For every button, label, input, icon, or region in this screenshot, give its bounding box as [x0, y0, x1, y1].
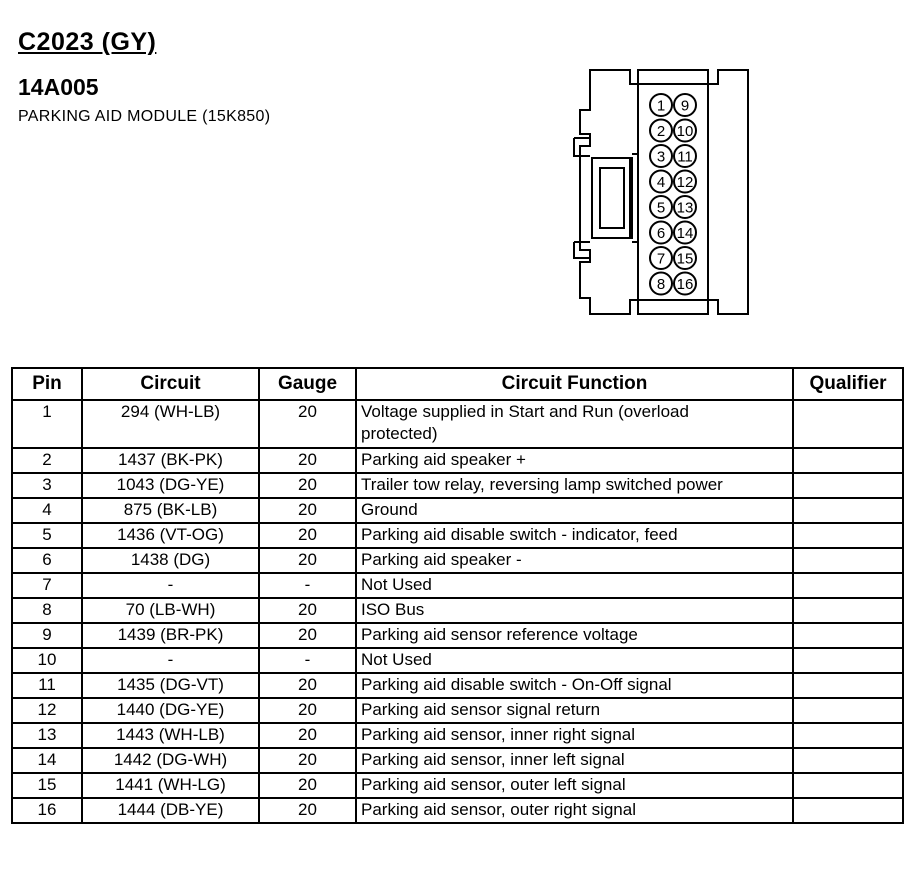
- circuit-cell: 1439 (BR-PK): [82, 623, 259, 648]
- connector-pin-15: [674, 247, 696, 269]
- gauge-cell: 20: [259, 623, 356, 648]
- circuit-cell: 1441 (WH-LG): [82, 773, 259, 798]
- col-header-qualifier: Qualifier: [793, 368, 903, 400]
- connector-pin-13: [674, 196, 696, 218]
- table-row: [12, 448, 903, 473]
- connector-pin-2: [650, 120, 672, 142]
- pin-cell: 11: [12, 673, 82, 698]
- connector-pin-label: 15: [676, 250, 694, 268]
- col-header-pin: Pin: [12, 368, 82, 400]
- gauge-cell: 20: [259, 548, 356, 573]
- function-cell: ISO Bus: [356, 598, 793, 623]
- circuit-cell: 1442 (DG-WH): [82, 748, 259, 773]
- pinout-table: [11, 367, 904, 824]
- connector-pin-10: [674, 120, 696, 142]
- table-row: [12, 798, 903, 823]
- qualifier-cell: [793, 448, 903, 473]
- qualifier-cell: [793, 400, 903, 448]
- function-cell: Parking aid disable switch - On-Off signal: [356, 673, 793, 698]
- connector-pin-label: 7: [656, 250, 666, 268]
- gauge-cell: 20: [259, 473, 356, 498]
- circuit-cell: 1435 (DG-VT): [82, 673, 259, 698]
- table-header-row: [12, 368, 903, 400]
- circuit-cell: 1436 (VT-OG): [82, 523, 259, 548]
- connector-pin-16: [674, 273, 696, 295]
- gauge-cell: -: [259, 573, 356, 598]
- pin-cell: 4: [12, 498, 82, 523]
- function-cell: Parking aid sensor, inner right signal: [356, 723, 793, 748]
- connector-pin-9: [674, 94, 696, 116]
- connector-pin-label: 6: [656, 225, 666, 242]
- circuit-cell: 1043 (DG-YE): [82, 473, 259, 498]
- pin-cell: 2: [12, 448, 82, 473]
- function-cell: Not Used: [356, 573, 793, 598]
- qualifier-cell: [793, 573, 903, 598]
- gauge-cell: 20: [259, 723, 356, 748]
- function-cell: Parking aid speaker -: [356, 548, 793, 573]
- table-row: [12, 723, 903, 748]
- pin-cell: 7: [12, 573, 82, 598]
- col-header-circuit-function: Circuit Function: [356, 368, 793, 400]
- connector-pin-label: 11: [677, 148, 693, 166]
- circuit-cell: 875 (BK-LB): [82, 498, 259, 523]
- connector-pin-label: 10: [676, 123, 694, 140]
- function-cell: Ground: [356, 498, 793, 523]
- connector-pin-5: [650, 196, 672, 218]
- connector-pin-7: [650, 247, 672, 269]
- function-line-1: Voltage supplied in Start and Run (overload: [361, 402, 689, 421]
- table-row: [12, 598, 903, 623]
- pin-cell: 5: [12, 523, 82, 548]
- function-cell: Parking aid sensor, outer left signal: [356, 773, 793, 798]
- gauge-cell: 20: [259, 773, 356, 798]
- function-cell: Parking aid sensor reference voltage: [356, 623, 793, 648]
- circuit-cell: 1443 (WH-LB): [82, 723, 259, 748]
- connector-pin-label: 14: [676, 225, 694, 242]
- qualifier-cell: [793, 498, 903, 523]
- function-cell: Parking aid disable switch - indicator, feed: [356, 523, 793, 548]
- pin-cell: 6: [12, 548, 82, 573]
- table-row: [12, 698, 903, 723]
- table-row: [12, 498, 903, 523]
- connector-pin-label: 3: [656, 148, 666, 166]
- table-row: [12, 773, 903, 798]
- gauge-cell: 20: [259, 448, 356, 473]
- gauge-cell: 20: [259, 698, 356, 723]
- connector-pin-label: 16: [676, 276, 694, 293]
- qualifier-cell: [793, 598, 903, 623]
- function-cell: Parking aid sensor, outer right signal: [356, 798, 793, 823]
- gauge-cell: 20: [259, 798, 356, 823]
- qualifier-cell: [793, 773, 903, 798]
- connector-pin-label: 4: [656, 174, 666, 191]
- connector-pin-1: [650, 94, 672, 116]
- connector-pin-12: [674, 171, 696, 193]
- table-row: [12, 548, 903, 573]
- gauge-cell: 20: [259, 523, 356, 548]
- table-row: [12, 473, 903, 498]
- table-row: [12, 748, 903, 773]
- gauge-cell: 20: [259, 673, 356, 698]
- connector-pin-4: [650, 171, 672, 193]
- table-row: [12, 648, 903, 673]
- circuit-cell: -: [82, 573, 259, 598]
- circuit-cell: 1444 (DB-YE): [82, 798, 259, 823]
- qualifier-cell: [793, 473, 903, 498]
- circuit-cell: 1440 (DG-YE): [82, 698, 259, 723]
- pin-cell: 12: [12, 698, 82, 723]
- circuit-cell: 1438 (DG): [82, 548, 259, 573]
- gauge-cell: 20: [259, 748, 356, 773]
- pin-cell: 9: [12, 623, 82, 648]
- pin-cell: 13: [12, 723, 82, 748]
- gauge-cell: -: [259, 648, 356, 673]
- connector-title: C2023 (GY): [18, 28, 157, 56]
- qualifier-cell: [793, 673, 903, 698]
- circuit-cell: 294 (WH-LB): [82, 400, 259, 448]
- qualifier-cell: [793, 623, 903, 648]
- qualifier-cell: [793, 748, 903, 773]
- gauge-cell: 20: [259, 498, 356, 523]
- function-cell: Not Used: [356, 648, 793, 673]
- pin-cell: 10: [12, 648, 82, 673]
- gauge-cell: 20: [259, 598, 356, 623]
- gauge-cell: 20: [259, 400, 356, 448]
- connector-pin-3: [650, 145, 672, 167]
- connector-face-diagram: [570, 62, 750, 322]
- qualifier-cell: [793, 698, 903, 723]
- qualifier-cell: [793, 798, 903, 823]
- connector-pin-label: 2: [656, 123, 666, 140]
- connector-pin-11: [674, 145, 696, 167]
- connector-pin-label: 13: [676, 199, 694, 217]
- function-cell: Parking aid speaker +: [356, 448, 793, 473]
- pin-cell: 16: [12, 798, 82, 823]
- qualifier-cell: [793, 523, 903, 548]
- circuit-cell: -: [82, 648, 259, 673]
- pin-cell: 3: [12, 473, 82, 498]
- table-row: [12, 573, 903, 598]
- function-cell: Parking aid sensor signal return: [356, 698, 793, 723]
- connector-pin-label: 9: [680, 97, 690, 115]
- col-header-gauge: Gauge: [259, 368, 356, 400]
- table-row: [12, 673, 903, 698]
- connector-pin-8: [650, 273, 672, 295]
- connector-pin-label: 1: [656, 97, 666, 115]
- function-line-2: protected): [361, 424, 438, 443]
- circuit-cell: 1437 (BK-PK): [82, 448, 259, 473]
- qualifier-cell: [793, 723, 903, 748]
- connector-pin-6: [650, 222, 672, 244]
- circuit-cell: 70 (LB-WH): [82, 598, 259, 623]
- module-description: PARKING AID MODULE (15K850): [18, 108, 271, 125]
- function-cell: Trailer tow relay, reversing lamp switched power: [356, 473, 793, 498]
- function-cell: [356, 400, 793, 448]
- table-row: [12, 623, 903, 648]
- pin-cell: 14: [12, 748, 82, 773]
- col-header-circuit: Circuit: [82, 368, 259, 400]
- connector-pin-label: 8: [656, 276, 666, 293]
- qualifier-cell: [793, 548, 903, 573]
- pin-cell: 15: [12, 773, 82, 798]
- table-row: [12, 400, 903, 448]
- connector-pin-label: 5: [656, 199, 666, 217]
- table-row: [12, 523, 903, 548]
- function-cell: Parking aid sensor, inner left signal: [356, 748, 793, 773]
- pin-cell: 1: [12, 400, 82, 448]
- connector-pin-14: [674, 222, 696, 244]
- part-number: 14A005: [18, 74, 99, 100]
- pin-cell: 8: [12, 598, 82, 623]
- qualifier-cell: [793, 648, 903, 673]
- connector-pin-label: 12: [676, 174, 694, 191]
